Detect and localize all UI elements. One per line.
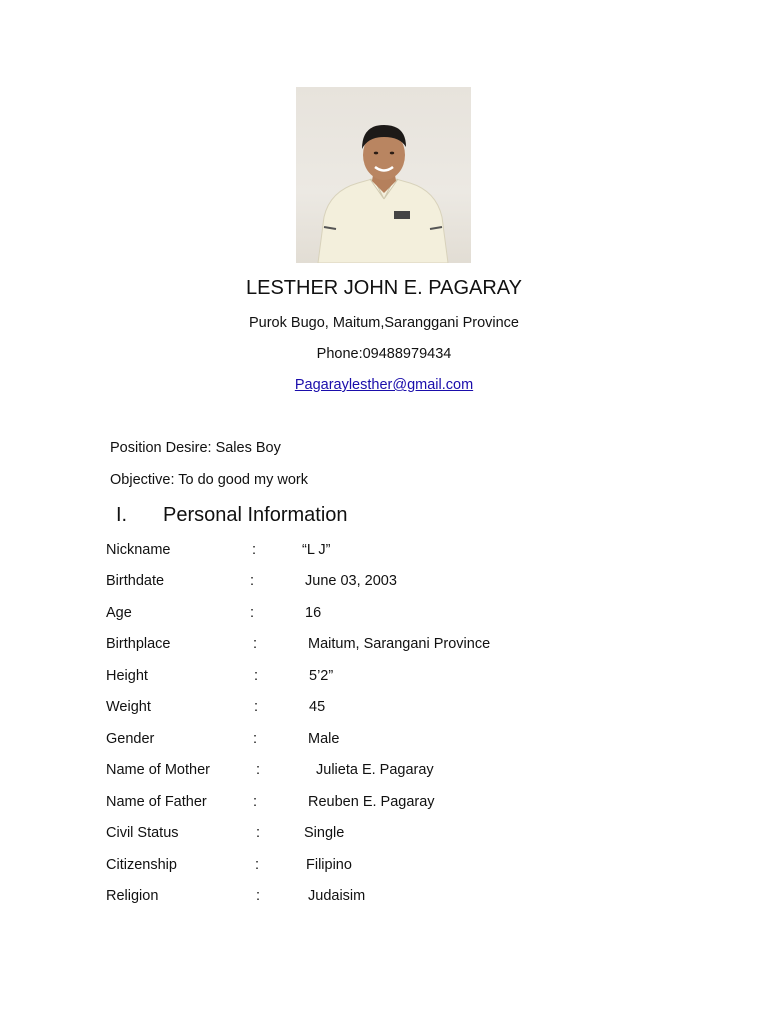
info-row-nickname [106,542,706,562]
info-label: Birthdate [106,573,165,589]
info-label: Weight [106,699,151,715]
info-label: Name of Mother [106,762,210,778]
info-colon: : [254,699,259,715]
info-value: Maitum, Sarangani Province [308,636,491,652]
info-colon: : [256,762,261,778]
info-row-gender [106,731,706,751]
info-row-height [106,668,706,688]
info-label: Religion [106,888,159,904]
info-label: Birthplace [106,636,171,652]
section-title: Personal Information [163,504,348,526]
objective: Objective: To do good my work [110,472,308,488]
info-row-mother [106,762,706,782]
info-label: Age [106,605,132,621]
info-colon: : [256,825,261,841]
info-value: Filipino [306,857,352,873]
address: Purok Bugo, Maitum,Saranggani Province [248,315,519,331]
info-value: Julieta E. Pagaray [316,762,434,778]
info-row-birthdate [106,573,706,593]
info-label: Civil Status [106,825,179,841]
info-row-weight [106,699,706,719]
info-row-religion [106,888,706,908]
info-value: 45 [309,699,326,715]
info-value: June 03, 2003 [305,573,397,589]
info-value: “L J” [302,542,331,558]
info-value: Judaisim [308,888,366,904]
info-value: Single [304,825,345,841]
info-value: Reuben E. Pagaray [308,794,435,810]
info-label: Nickname [106,542,171,558]
section-number: I. [116,504,128,526]
info-label: Gender [106,731,155,747]
phone-number: Phone:09488979434 [316,346,452,362]
info-label: Height [106,668,148,684]
email-link[interactable]: Pagaraylesther@gmail.com [294,377,474,393]
applicant-name: LESTHER JOHN E. PAGARAY [246,277,522,299]
info-row-father [106,794,706,814]
info-label: Citizenship [106,857,177,873]
person-portrait-icon [296,87,471,263]
info-colon: : [250,573,255,589]
section-heading [116,504,348,527]
info-colon: : [253,636,258,652]
info-colon: : [256,888,261,904]
info-colon: : [254,668,259,684]
info-row-citizenship [106,857,706,877]
info-colon: : [253,731,258,747]
info-value: 16 [305,605,322,621]
info-row-civil-status [106,825,706,845]
info-value: Male [308,731,340,747]
position-desire: Position Desire: Sales Boy [110,440,281,456]
info-colon: : [253,794,258,810]
info-row-age [106,605,706,625]
info-colon: : [250,605,255,621]
email-container [0,377,768,393]
profile-photo [296,87,471,263]
info-value: 5’2” [309,668,334,684]
info-colon: : [255,857,260,873]
info-colon: : [252,542,257,558]
info-label: Name of Father [106,794,207,810]
info-row-birthplace [106,636,706,656]
